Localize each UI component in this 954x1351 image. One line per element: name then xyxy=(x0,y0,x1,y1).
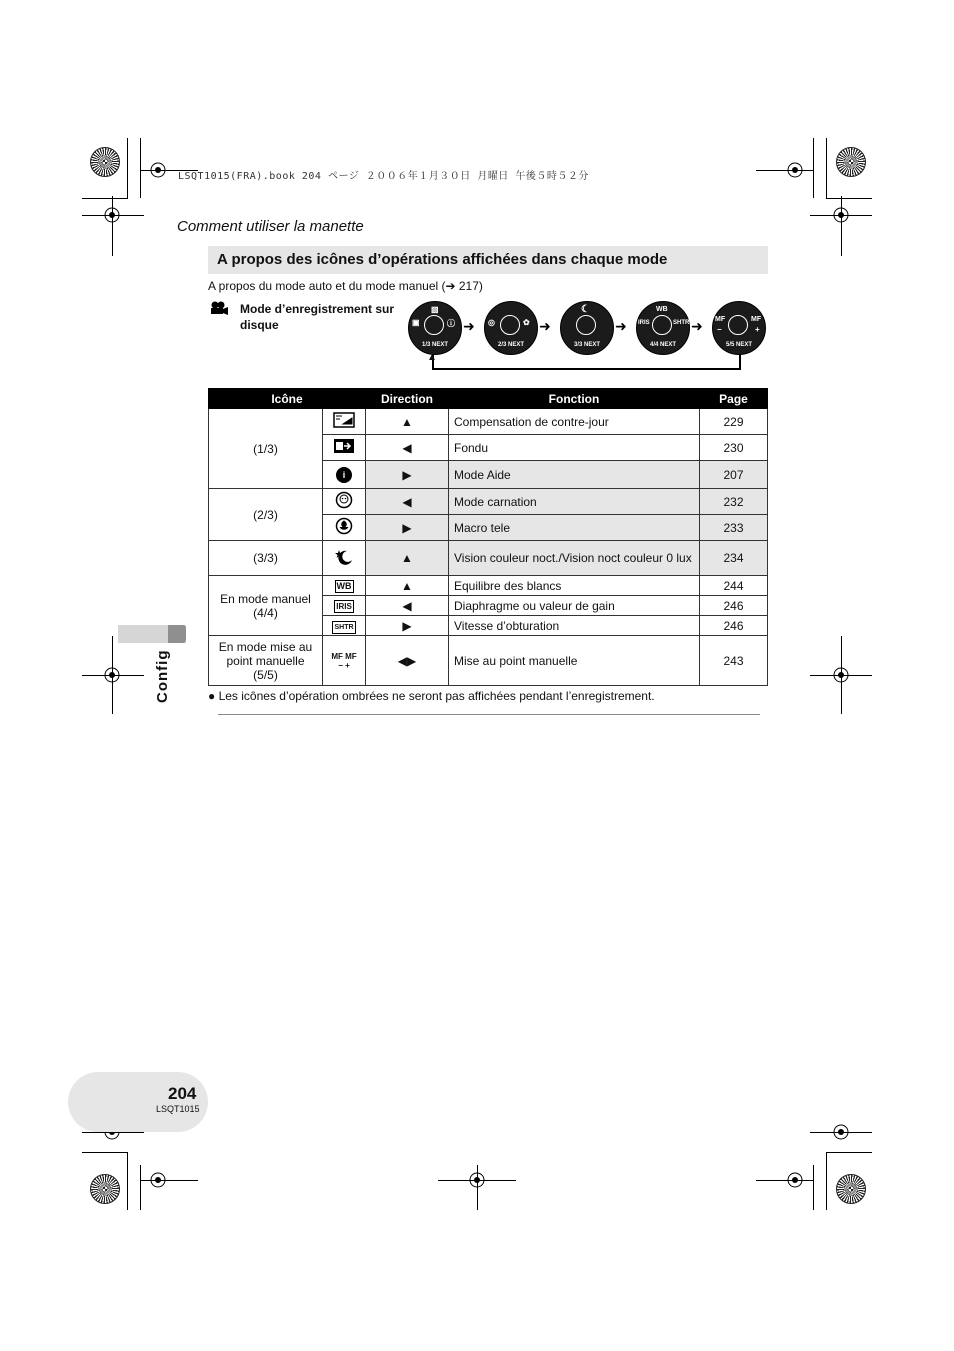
page-cell: 207 xyxy=(700,461,768,489)
banner-title: A propos des icônes d’opérations affichées dans chaque mode xyxy=(217,251,668,268)
crosshair-mark xyxy=(828,662,854,688)
iris-icon xyxy=(323,596,366,616)
crop-line xyxy=(826,1152,872,1153)
page-cell: 233 xyxy=(700,515,768,541)
group-label: (2/3) xyxy=(209,489,323,541)
movie-camera-icon xyxy=(210,301,228,315)
function-cell: Compensation de contre-jour xyxy=(449,409,700,435)
print-registration-mark xyxy=(836,1174,866,1204)
crosshair-mark xyxy=(145,157,171,183)
print-registration-mark xyxy=(90,1174,120,1204)
direction-cell: ▲ xyxy=(366,541,449,576)
dial-ring xyxy=(652,315,672,335)
crosshair-mark xyxy=(828,202,854,228)
crop-line xyxy=(826,138,827,199)
print-registration-mark xyxy=(90,147,120,177)
section-title: Comment utiliser la manette xyxy=(177,218,364,235)
crop-line xyxy=(127,138,128,199)
dial-page-3 xyxy=(560,301,614,355)
page-cell: 234 xyxy=(700,541,768,576)
direction-cell: ◀ xyxy=(366,435,449,461)
dial-next-label: 4/4 NEXT xyxy=(649,342,676,348)
page-cell: 243 xyxy=(700,636,768,686)
dial-next-label: 1/3 NEXT xyxy=(421,342,448,348)
page-cell: 229 xyxy=(700,409,768,435)
table-row xyxy=(209,541,768,576)
footnote: ● Les icônes d’opération ombrées ne seront pas affichées pendant l’enregistrement. xyxy=(208,689,655,703)
night-view-icon xyxy=(323,541,366,576)
function-cell: Vision couleur noct./Vision noct couleur 0 lux xyxy=(449,541,700,576)
crosshair-mark xyxy=(145,1167,171,1193)
table-header-row xyxy=(209,389,768,409)
direction-cell: ◀ xyxy=(366,489,449,515)
iris-glyph: IRIS xyxy=(336,602,352,611)
mf-signs: − + xyxy=(338,660,350,670)
shtr-glyph: SHTR xyxy=(332,621,355,634)
mode-label: Mode d’enregistrement sur disque xyxy=(240,302,395,332)
dial-page-2 xyxy=(484,301,538,355)
group-label: (3/3) xyxy=(209,541,323,576)
header-direction: Direction xyxy=(366,389,449,409)
mf-glyph: MF MF xyxy=(331,651,357,661)
function-cell: Macro tele xyxy=(449,515,700,541)
page-number: 204 xyxy=(168,1084,197,1103)
dial-ring xyxy=(500,315,520,335)
arrow-right-icon: ➜ xyxy=(539,318,551,334)
white-balance-icon: WB xyxy=(656,306,668,313)
page-cell: 232 xyxy=(700,489,768,515)
function-cell: Diaphragme ou valeur de gain xyxy=(449,596,700,616)
arrow-right-icon: ➜ xyxy=(463,318,475,334)
wb-glyph: WB xyxy=(336,581,352,591)
shutter-icon: SHTR xyxy=(673,320,690,326)
info-icon: ⓘ xyxy=(447,319,455,328)
crosshair-mark xyxy=(99,662,125,688)
page-cell: 230 xyxy=(700,435,768,461)
white-balance-icon xyxy=(323,576,366,596)
crosshair-mark xyxy=(782,1167,808,1193)
direction-cell: ◀▶ xyxy=(366,636,449,686)
night-view-icon: ☾ xyxy=(581,304,590,315)
crop-line xyxy=(826,198,872,199)
crop-line xyxy=(140,138,141,198)
crop-line xyxy=(82,198,128,199)
arrow-right-icon: ➜ xyxy=(691,318,703,334)
crop-line xyxy=(82,1152,128,1153)
operations-table xyxy=(208,388,768,686)
soft-skin-icon: ◎ xyxy=(488,318,495,327)
table-row xyxy=(209,489,768,515)
focus-minus-icon: MF xyxy=(715,316,726,323)
page-cell: 246 xyxy=(700,616,768,636)
divider xyxy=(218,714,760,715)
tele-macro-icon xyxy=(323,515,366,541)
return-arrow-line xyxy=(432,354,741,370)
header-page: Page xyxy=(700,389,768,409)
crop-line xyxy=(826,1152,827,1210)
tele-macro-icon: ✿ xyxy=(523,318,530,327)
chapter-tab-marker xyxy=(168,625,186,643)
plus-sign: + xyxy=(755,325,760,334)
table-row xyxy=(209,409,768,435)
direction-cell: ▶ xyxy=(366,515,449,541)
crosshair-mark xyxy=(464,1167,490,1193)
group-label: En mode manuel (4/4) xyxy=(209,576,323,636)
print-registration-mark xyxy=(836,147,866,177)
crosshair-mark xyxy=(828,1119,854,1145)
dial-ring xyxy=(576,315,596,335)
direction-cell: ▲ xyxy=(366,409,449,435)
shutter-icon xyxy=(323,616,366,636)
table-row xyxy=(209,636,768,686)
table-row xyxy=(209,576,768,596)
chapter-label: Config xyxy=(154,649,171,703)
function-cell: Mode carnation xyxy=(449,489,700,515)
header-icon: Icône xyxy=(209,389,366,409)
dial-page-1 xyxy=(408,301,462,355)
crop-line xyxy=(813,1165,814,1210)
group-label: (1/3) xyxy=(209,409,323,489)
subtitle: A propos du mode auto et du mode manuel (➔ 217) xyxy=(208,279,483,293)
dial-ring xyxy=(424,315,444,335)
backlight-icon xyxy=(323,409,366,435)
group-label: En mode mise au point manuelle (5/5) xyxy=(209,636,323,686)
header-function: Fonction xyxy=(449,389,700,409)
crop-line xyxy=(813,138,814,198)
arrow-up-icon: ▲ xyxy=(427,352,437,363)
model-code: LSQT1015 xyxy=(156,1104,200,1114)
backlight-icon: ▧ xyxy=(431,305,439,314)
print-header-line: LSQT1015(FRA).book 204 ページ ２００６年１月３０日 月曜日 午後５時５２分 xyxy=(178,171,589,182)
dial-ring xyxy=(728,315,748,335)
topic-banner xyxy=(208,246,768,274)
direction-cell: ▲ xyxy=(366,576,449,596)
dial-page-5 xyxy=(712,301,766,355)
direction-cell: ▶ xyxy=(366,616,449,636)
function-cell: Vitesse d’obturation xyxy=(449,616,700,636)
minus-sign: − xyxy=(717,325,722,334)
iris-icon: IRIS xyxy=(638,320,650,326)
direction-cell: ◀ xyxy=(366,596,449,616)
dial-page-4 xyxy=(636,301,690,355)
function-cell: Mise au point manuelle xyxy=(449,636,700,686)
function-cell: Mode Aide xyxy=(449,461,700,489)
fade-icon xyxy=(323,435,366,461)
dial-next-label: 5/5 NEXT xyxy=(725,342,752,348)
crop-line xyxy=(140,1165,141,1210)
direction-cell: ▶ xyxy=(366,461,449,489)
soft-skin-icon xyxy=(323,489,366,515)
info-icon xyxy=(323,461,366,489)
function-cell: Equilibre des blancs xyxy=(449,576,700,596)
crosshair-mark xyxy=(782,157,808,183)
crop-line xyxy=(127,1152,128,1210)
arrow-right-icon: ➜ xyxy=(615,318,627,334)
dial-next-label: 2/3 NEXT xyxy=(497,342,524,348)
function-cell: Fondu xyxy=(449,435,700,461)
crosshair-mark xyxy=(99,202,125,228)
fade-icon: ▣ xyxy=(412,318,420,327)
dial-next-label: 3/3 NEXT xyxy=(573,342,600,348)
manual-focus-icon xyxy=(323,636,366,686)
info-glyph: i xyxy=(336,467,352,483)
page-cell: 244 xyxy=(700,576,768,596)
focus-plus-icon: MF xyxy=(751,316,762,323)
page-cell: 246 xyxy=(700,596,768,616)
